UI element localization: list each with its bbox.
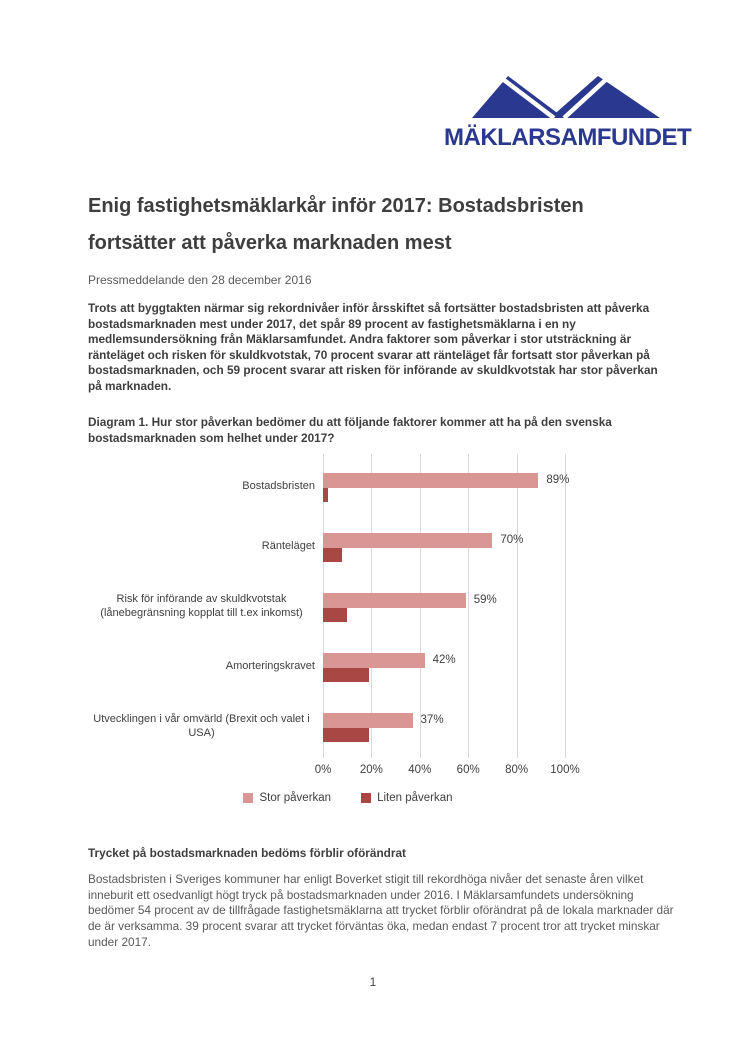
stor-paverkan-bar [323,473,538,488]
liten-paverkan-bar [323,728,369,742]
legend-swatch [361,793,371,803]
legend [88,792,608,804]
page-title-line1: Enig fastighetsmäklarkår inför 2017: Bostadsbristen [88,195,584,217]
x-axis [314,762,580,784]
legend-label: Stor påverkan [259,792,332,804]
lead-paragraph: Trots att byggtakten närmar sig rekordnivåer inför årsskiftet så fortsätter bostadsbristen att påverka bostadsmarknaden mest under 2017, det spår 89 procent av fastighetsmäklarna i en ny medlemsundersökning från Mäklarsamfundet. Andra faktorer som påverkar i stor utsträckning är ränteläget och risken för skuldkvotstak, 70 procent svarar att ränteläget får fortsatt stor påverkan på bostadsmarknaden, och 59 procent svarar att risken för införande av skuldkvotstak har stor påverkan på marknaden. [88,301,658,393]
x-axis-tick: 60% [456,764,480,776]
brand-wordmark: MÄKLARSAMFUNDET [444,124,692,151]
legend-item [243,792,331,804]
value-label: 89% [546,474,570,486]
date-line: Pressmeddelande den 28 december 2016 [88,273,312,287]
mountain-m-icon [472,76,660,118]
value-label: 37% [420,714,444,726]
x-axis-tick: 0% [314,764,332,776]
legend-label: Liten påverkan [377,792,453,804]
category-label [88,516,323,576]
chart-row [88,696,668,756]
chart-row [88,636,668,696]
page-title-line2: fortsätter att påverka marknaden mest [88,232,452,254]
chart-rows [88,456,668,756]
bar-group [323,456,668,516]
legend-swatch [243,793,253,803]
liten-paverkan-bar [323,608,347,622]
category-label [88,636,323,696]
liten-paverkan-bar [323,668,369,682]
category-label-text: Risk för införande av skuldkvotstak (lånebegränsning kopplat till t.ex inkomst) [100,592,303,619]
value-label: 42% [432,654,456,666]
stor-paverkan-bar [323,533,492,548]
category-label [88,456,323,516]
chart-row [88,516,668,576]
bar-group [323,636,668,696]
stor-paverkan-bar [323,713,413,728]
page-title [88,188,698,262]
bar-chart [88,456,668,804]
bar-group [323,516,668,576]
category-label-text: Bostadsbristen [242,479,315,492]
liten-paverkan-bar [323,488,328,502]
bar-group [323,696,668,756]
chart-plot-area [88,456,668,756]
x-axis-tick: 80% [505,764,529,776]
body-paragraph: Bostadsbristen i Sveriges kommuner har enligt Boverket stigit till rekordhöga nivåer det senaste åren vilket inneburit ett osedvanligt högt tryck på bostadsmarknaden under 2016. I Mäklarsamfundets undersökning bedömer 54 procent av de tillfrågade fastighetsmäklarna att trycket förblir oförändrat på de lokala marknader där de är verksamma. 39 procent svarar att trycket förväntas öka, medan endast 7 procent tror att trycket minskar under 2017. [88,872,674,949]
diagram-caption: Diagram 1. Hur stor påverkan bedömer du att följande faktorer kommer att ha på den svenska bostadsmarknaden som helhet under 2017? [88,415,612,445]
stor-paverkan-bar [323,653,425,668]
x-axis-tick: 20% [359,764,383,776]
page-number: 1 [369,977,377,989]
stor-paverkan-bar [323,593,466,608]
logo [444,76,692,152]
value-label: 70% [500,534,524,546]
value-label: 59% [473,594,497,606]
section-heading: Trycket på bostadsmarknaden bedöms förblir oförändrat [88,846,406,860]
legend-item [361,792,452,804]
x-axis-tick: 40% [408,764,432,776]
category-label-text: Utvecklingen i vår omvärld (Brexit och valet i USA) [93,712,310,739]
bar-group [323,576,668,636]
category-label [88,576,323,636]
category-label [88,696,323,756]
liten-paverkan-bar [323,548,342,562]
chart-row [88,456,668,516]
category-label-text: Amorteringskravet [225,659,315,672]
category-label-text: Ränteläget [261,539,315,552]
x-axis-tick: 100% [550,764,580,776]
chart-row [88,576,668,636]
